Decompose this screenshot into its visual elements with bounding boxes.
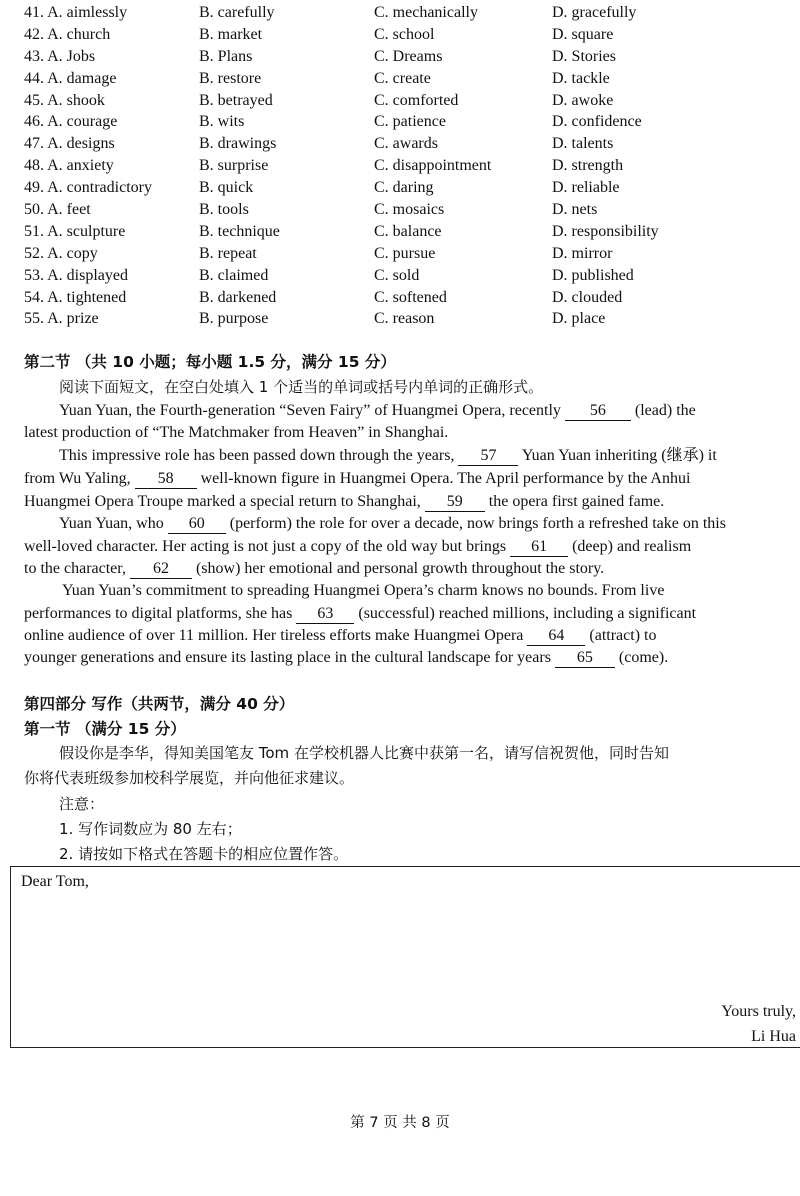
option-d: D. published <box>552 266 634 284</box>
option-row <box>24 46 800 68</box>
passage-line <box>24 625 800 647</box>
passage-text: the opera first gained fame. <box>484 493 665 510</box>
option-d: D. confidence <box>552 113 642 131</box>
option-c: C. softened <box>374 288 447 306</box>
option-c: C. daring <box>374 179 434 197</box>
note-2: 2. 请按如下格式在答题卡的相应位置作答。 <box>59 845 349 863</box>
part4-subheading: 第一节 （满分 15 分） <box>24 720 186 738</box>
letter-signature: Li Hua <box>751 1028 796 1045</box>
blank-62: 62 <box>130 560 192 579</box>
passage-text: (lead) the <box>630 402 696 419</box>
passage-text: Huangmei Opera Troupe marked a special return to Shanghai, <box>24 493 425 510</box>
option-row <box>24 221 800 243</box>
passage-line <box>59 400 800 422</box>
note-1: 1. 写作词数应为 80 左右； <box>59 820 242 838</box>
option-b: B. restore <box>199 69 262 87</box>
blank-61: 61 <box>510 538 568 557</box>
option-a: 45. A. shook <box>24 91 105 109</box>
option-a: 49. A. contradictory <box>24 179 152 197</box>
passage-text: (deep) and realism <box>568 538 692 555</box>
option-d: D. strength <box>552 157 624 175</box>
option-c: C. mosaics <box>374 201 445 219</box>
passage-text: (show) her emotional and personal growth throughout the story. <box>191 560 605 577</box>
passage-text: Yuan Yuan’s commitment to spreading Huangmei Opera’s charm knows no bounds. From live <box>62 582 665 599</box>
letter-answer-box <box>10 866 800 1048</box>
section2-instruction: 阅读下面短文，在空白处填入 1 个适当的单词或括号内单词的正确形式。 <box>59 378 544 396</box>
letter-closing: Yours truly, <box>721 1003 796 1020</box>
blank-65: 65 <box>555 649 615 668</box>
option-row <box>24 68 800 90</box>
writing-task-line2: 你将代表班级参加校科学展览，并向他征求建议。 <box>24 769 355 787</box>
passage-text: (come). <box>614 649 669 666</box>
option-d: D. reliable <box>552 179 620 197</box>
option-row <box>24 199 800 221</box>
passage-line <box>59 445 800 467</box>
option-b: B. darkened <box>199 288 277 306</box>
option-a: 42. A. church <box>24 25 111 43</box>
option-b: B. repeat <box>199 244 257 262</box>
option-b: B. wits <box>199 113 245 131</box>
option-row <box>24 24 800 46</box>
option-a: 50. A. feet <box>24 201 91 219</box>
option-c: C. create <box>374 69 431 87</box>
passage-text: Yuan Yuan, who <box>59 515 168 532</box>
option-c: C. awards <box>374 135 438 153</box>
option-row <box>24 133 800 155</box>
passage-line <box>24 536 800 558</box>
passage-text: This impressive role has been passed down through the years, <box>59 447 459 464</box>
option-c: C. pursue <box>374 244 436 262</box>
passage-text: (successful) reached millions, including a significant <box>354 605 697 622</box>
option-b: B. drawings <box>199 135 277 153</box>
option-row <box>24 90 800 112</box>
passage-text: well-known figure in Huangmei Opera. The April performance by the Anhui <box>196 470 691 487</box>
option-b: B. surprise <box>199 157 269 175</box>
passage-line <box>24 558 800 580</box>
option-a: 41. A. aimlessly <box>24 4 128 21</box>
option-d: D. responsibility <box>552 222 659 240</box>
option-b: B. Plans <box>199 47 253 65</box>
blank-58: 58 <box>135 470 197 489</box>
option-b: B. betrayed <box>199 91 273 109</box>
option-row <box>24 287 800 309</box>
option-a: 43. A. Jobs <box>24 47 96 65</box>
blank-64: 64 <box>527 627 585 646</box>
passage-text: younger generations and ensure its lasting place in the cultural landscape for years <box>24 649 555 666</box>
option-row <box>24 308 800 330</box>
passage-text: (attract) to <box>585 627 657 644</box>
blank-60: 60 <box>168 515 226 534</box>
option-d: D. gracefully <box>552 4 637 21</box>
option-d: D. Stories <box>552 47 616 65</box>
option-b: B. market <box>199 25 263 43</box>
letter-greeting: Dear Tom, <box>21 873 89 890</box>
passage-line <box>24 422 800 444</box>
option-row <box>24 243 800 265</box>
passage-text: Yuan Yuan, the Fourth-generation “Seven Fairy” of Huangmei Opera, recently <box>59 402 565 419</box>
passage-text: to the character, <box>24 560 130 577</box>
option-b: B. claimed <box>199 266 269 284</box>
option-d: D. nets <box>552 201 598 219</box>
option-b: B. quick <box>199 179 254 197</box>
option-row <box>24 2 800 24</box>
option-d: D. mirror <box>552 244 613 262</box>
passage-text: well-loved character. Her acting is not just a copy of the old way but brings <box>24 538 511 555</box>
option-b: B. carefully <box>199 4 275 21</box>
option-row <box>24 177 800 199</box>
option-d: D. place <box>552 310 606 328</box>
option-a: 48. A. anxiety <box>24 157 114 175</box>
passage-line <box>59 513 800 535</box>
option-d: D. square <box>552 25 614 43</box>
option-b: B. tools <box>199 201 249 219</box>
note-title: 注意： <box>59 795 105 813</box>
blank-63: 63 <box>296 605 354 624</box>
section2-heading: 第二节 （共 10 小题；每小题 1.5 分，满分 15 分） <box>24 353 396 371</box>
passage-text: performances to digital platforms, she has <box>24 605 297 622</box>
option-c: C. mechanically <box>374 4 478 21</box>
passage-text: (perform) the role for over a decade, now brings forth a refreshed take on this <box>225 515 726 532</box>
option-a: 46. A. courage <box>24 113 118 131</box>
option-b: B. technique <box>199 222 280 240</box>
option-c: C. Dreams <box>374 47 443 65</box>
option-a: 55. A. prize <box>24 310 99 328</box>
passage-line <box>62 580 800 602</box>
option-c: C. balance <box>374 222 442 240</box>
option-c: C. sold <box>374 266 420 284</box>
blank-59: 59 <box>425 493 485 512</box>
option-row <box>24 155 800 177</box>
blank-57: 57 <box>458 447 518 466</box>
passage-line <box>24 603 800 625</box>
blank-56: 56 <box>565 402 631 421</box>
option-d: D. clouded <box>552 288 623 306</box>
page-footer: 第 7 页 共 8 页 <box>350 1115 450 1131</box>
option-c: C. comforted <box>374 91 459 109</box>
option-a: 44. A. damage <box>24 69 117 87</box>
passage-line <box>24 468 800 490</box>
writing-task-line1: 假设你是李华，得知美国笔友 Tom 在学校机器人比赛中获第一名，请写信祝贺他，同时告知 <box>59 744 669 762</box>
option-d: D. awoke <box>552 91 614 109</box>
passage-text: from Wu Yaling, <box>24 470 135 487</box>
part4-heading: 第四部分 写作（共两节，满分 40 分） <box>24 695 295 713</box>
option-a: 47. A. designs <box>24 135 115 153</box>
passage-text: latest production of “The Matchmaker from Heaven” in Shanghai. <box>24 424 449 441</box>
option-a: 52. A. copy <box>24 244 98 262</box>
option-d: D. talents <box>552 135 614 153</box>
option-c: C. patience <box>374 113 446 131</box>
passage-line <box>24 647 800 669</box>
option-row <box>24 111 800 133</box>
option-a: 54. A. tightened <box>24 288 127 306</box>
option-c: C. disappointment <box>374 157 492 175</box>
option-c: C. reason <box>374 310 435 328</box>
passage-text: Yuan Yuan inheriting (继承) it <box>518 447 717 464</box>
answer-options-table <box>24 2 800 330</box>
option-row <box>24 265 800 287</box>
option-d: D. tackle <box>552 69 610 87</box>
option-a: 53. A. displayed <box>24 266 128 284</box>
option-c: C. school <box>374 25 435 43</box>
option-b: B. purpose <box>199 310 269 328</box>
passage-line <box>24 491 800 513</box>
passage-text: online audience of over 11 million. Her tireless efforts make Huangmei Opera <box>24 627 528 644</box>
option-a: 51. A. sculpture <box>24 222 126 240</box>
